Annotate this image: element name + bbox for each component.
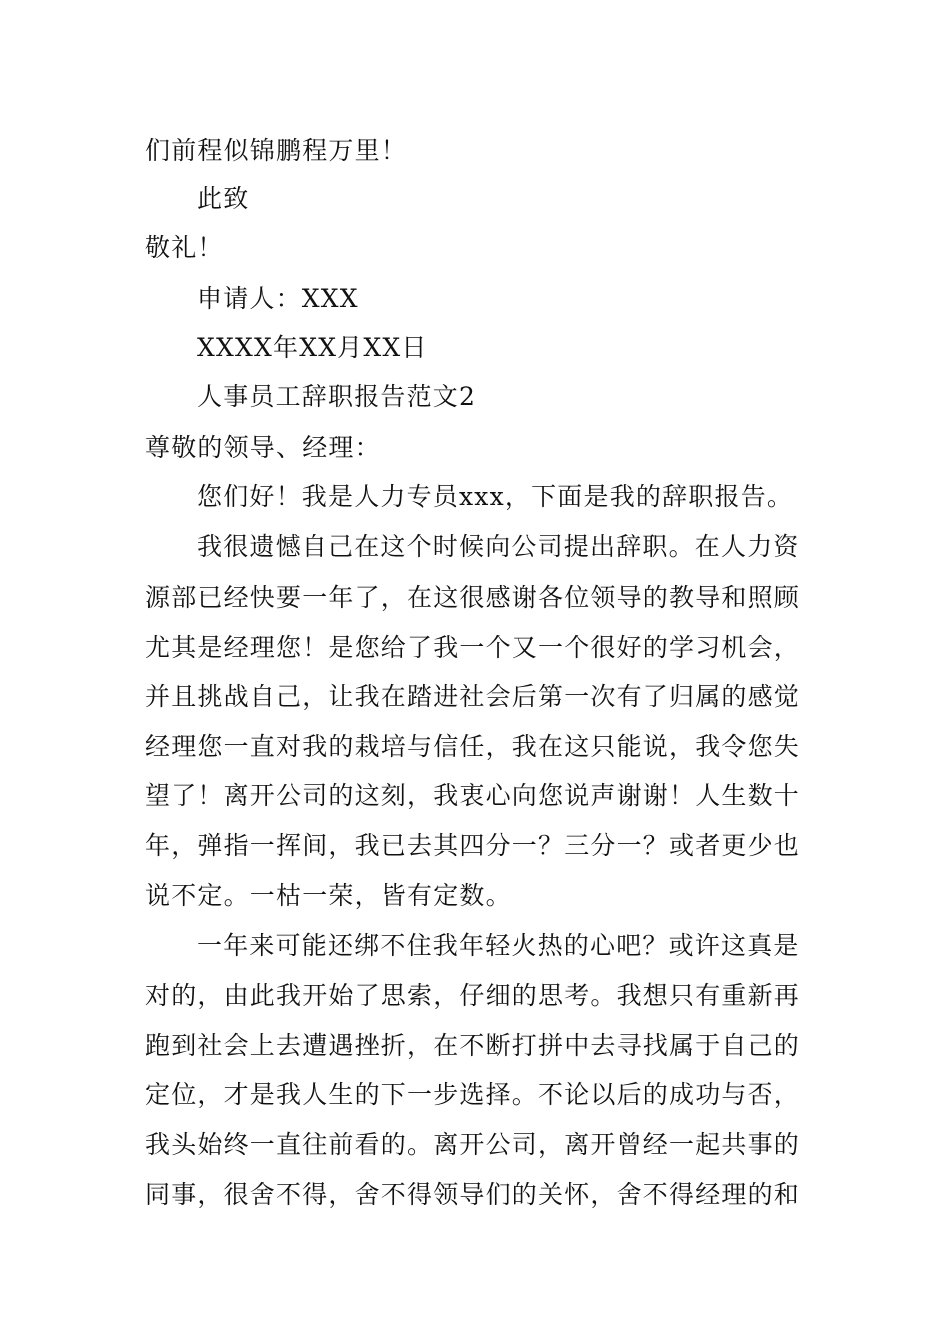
text-line-intro: 您们好！我是人力专员xxx，下面是我的辞职报告。	[197, 482, 794, 511]
section-title: 人事员工辞职报告范文2	[197, 382, 477, 411]
text-line-greeting: 尊敬的领导、经理：	[145, 433, 381, 462]
text-line-salutation-jingli: 敬礼！	[145, 233, 224, 262]
text-line-applicant: 申请人：XXX	[197, 284, 359, 313]
text-line-salutation-cizhi: 此致	[197, 184, 250, 213]
paragraph-line: 望了！离开公司的这刻，我衷心向您说声谢谢！人生数十	[145, 781, 801, 810]
text-line-closing-wish: 们前程似锦鹏程万里！	[145, 136, 408, 165]
paragraph-line: 同事，很舍不得，舍不得领导们的关怀，舍不得经理的和	[145, 1180, 801, 1209]
paragraph-line: 尤其是经理您！是您给了我一个又一个很好的学习机会，	[145, 633, 801, 662]
paragraph-line: 年，弹指一挥间，我已去其四分一？三分一？或者更少也	[145, 831, 801, 860]
paragraph-line: 对的，由此我开始了思索，仔细的思考。我想只有重新再	[145, 981, 801, 1010]
paragraph-line: 我很遗憾自己在这个时候向公司提出辞职。在人力资	[197, 532, 800, 561]
text-line-date: XXXX年XX月XX日	[197, 333, 428, 362]
paragraph-line: 定位，才是我人生的下一步选择。不论以后的成功与否，	[145, 1080, 801, 1109]
paragraph-line: 并且挑战自己，让我在踏进社会后第一次有了归属的感觉	[145, 682, 801, 711]
paragraph-line: 一年来可能还绑不住我年轻火热的心吧？或许这真是	[197, 931, 800, 960]
paragraph-line: 经理您一直对我的栽培与信任，我在这只能说，我令您失	[145, 732, 801, 761]
paragraph-line: 跑到社会上去遭遇挫折，在不断打拼中去寻找属于自己的	[145, 1031, 801, 1060]
paragraph-line: 源部已经快要一年了，在这很感谢各位领导的教导和照顾	[145, 583, 801, 612]
paragraph-line: 说不定。一枯一荣，皆有定数。	[145, 881, 512, 910]
paragraph-line: 我头始终一直往前看的。离开公司，离开曾经一起共事的	[145, 1130, 801, 1159]
